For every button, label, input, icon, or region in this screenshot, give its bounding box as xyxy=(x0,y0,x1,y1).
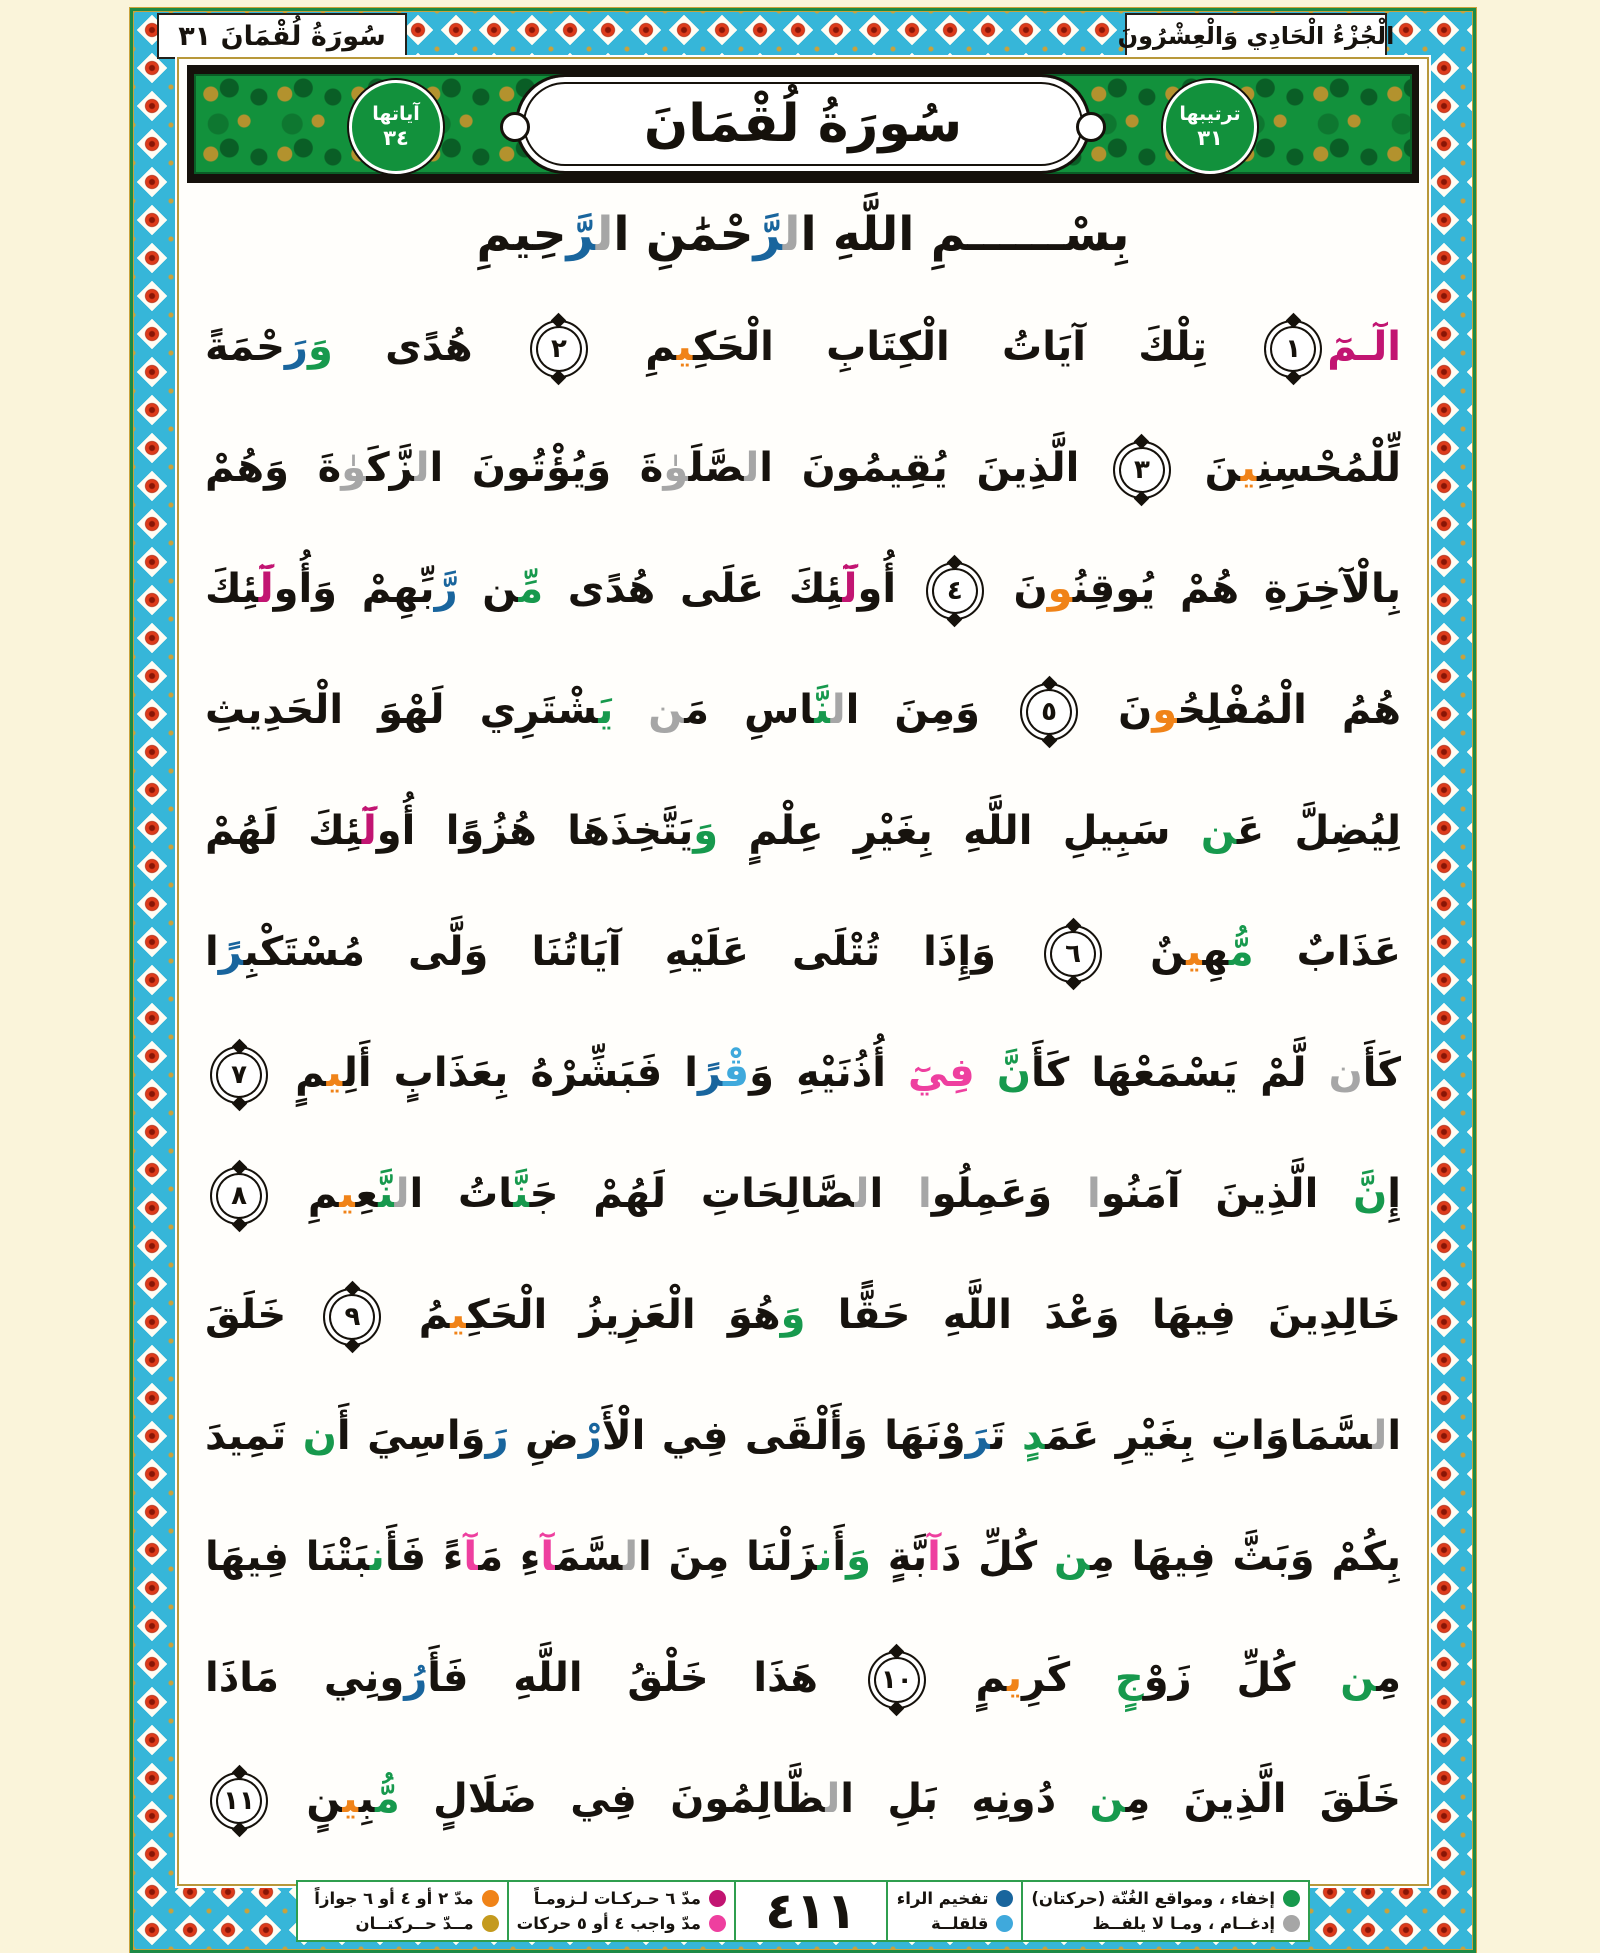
text-segment: آ xyxy=(463,1534,479,1580)
legend-label: إدغــام ، ومـا لا يلفــظ xyxy=(1092,1913,1275,1933)
ayah-number: ٣ xyxy=(1134,455,1150,485)
text-segment: ضِ xyxy=(508,1413,579,1459)
text-segment: ل xyxy=(595,207,614,262)
text-segment: رَّ xyxy=(566,207,596,262)
text-segment: دٍ xyxy=(1021,1413,1046,1459)
text-segment: لَٓ xyxy=(361,808,377,854)
ayah-marker xyxy=(530,320,588,378)
text-segment: ن xyxy=(369,1534,385,1580)
text-segment: ي xyxy=(450,1292,467,1338)
legend-item xyxy=(306,1914,499,1933)
text-segment: خِرَةِ هُمْ يُوقِنُ xyxy=(1072,566,1342,612)
text-segment: لِيُضِلَّ عَ xyxy=(1236,808,1401,854)
text-segment: حْمَةً xyxy=(205,324,285,370)
text-segment: صَّلَ xyxy=(688,445,745,491)
text-segment: الَّذِينَ آمَنُو xyxy=(1100,1171,1354,1217)
text-segment: و xyxy=(1047,566,1073,612)
text-segment: ن xyxy=(457,566,519,612)
text-segment: نٍ xyxy=(273,1776,343,1822)
quran-line xyxy=(205,1497,1401,1618)
surah-order-value: ٣١ xyxy=(1197,125,1223,150)
legend-column xyxy=(1021,1882,1308,1940)
legend-label: مدّ واجب ٤ أو ٥ حركات xyxy=(516,1913,701,1933)
text-segment: هُوَ الْعَزِيزُ الْحَكِ xyxy=(466,1292,781,1338)
legend-color-dot xyxy=(996,1890,1013,1907)
text-segment: نَّ xyxy=(1353,1171,1388,1217)
text-segment: حْمَٰنِ ا xyxy=(613,207,754,262)
legend-label: مدّ ٦ حـركـات لـزومـاً xyxy=(533,1889,701,1909)
ayah-number: ٩ xyxy=(344,1302,361,1332)
text-segment: لَّمْ يَسْمَعْهَا كَأَ xyxy=(1031,1050,1329,1096)
text-segment: ل xyxy=(854,1171,870,1217)
text-segment: ل xyxy=(414,445,430,491)
legend-column xyxy=(298,1882,507,1940)
text-segment: ئِكَ xyxy=(205,566,259,612)
text-segment: رً xyxy=(697,1050,723,1096)
ayat-count-value: ٣٤ xyxy=(383,125,409,150)
surah-order-medallion xyxy=(1163,80,1257,174)
text-segment: رْ xyxy=(578,1413,602,1459)
quran-line xyxy=(205,408,1401,529)
text-segment: بِالْآ xyxy=(1341,566,1401,612)
text-segment: ن xyxy=(1089,1776,1126,1822)
text-segment: تِلْكَ آيَاتُ الْكِتَابِ الْحَكِ xyxy=(693,324,1260,370)
text-segment: بِ xyxy=(358,1776,376,1822)
text-segment: ا xyxy=(869,1171,918,1217)
border-flank-right xyxy=(181,1880,296,1942)
ayah-number: ٦ xyxy=(1065,939,1081,969)
legend-label: مــدّ حــركتــان xyxy=(355,1913,474,1933)
text-segment: آ xyxy=(927,1534,941,1580)
surah-order-label: ترتيبها xyxy=(1179,103,1241,125)
text-segment: كَأَ xyxy=(1362,1050,1402,1096)
text-segment: ن xyxy=(817,1534,833,1580)
text-segment: جٍ xyxy=(1114,1655,1144,1701)
text-segment: ةَ وَهُمْ xyxy=(205,445,342,491)
text-segment: زَّكَ xyxy=(366,445,415,491)
ayat-count-label: آياتها xyxy=(372,103,420,125)
legend-color-dot xyxy=(482,1890,499,1907)
text-segment: ن xyxy=(1200,808,1237,854)
text-segment xyxy=(613,687,648,733)
ornamental-border xyxy=(130,8,1476,1953)
ayah-marker xyxy=(210,1772,268,1830)
text-segment: ل xyxy=(1372,1413,1388,1459)
text-segment: ن xyxy=(1053,1534,1090,1580)
text-segment: زَلْنَا مِنَ ا xyxy=(637,1534,818,1580)
text-segment: نٌ xyxy=(1107,929,1187,975)
text-segment: و xyxy=(1152,687,1178,733)
quran-line xyxy=(205,1134,1401,1255)
surah-header-box xyxy=(157,13,407,59)
text-segment: رَ xyxy=(485,1413,509,1459)
text-segment: ي xyxy=(339,1171,356,1217)
text-segment: ن xyxy=(302,1413,337,1459)
text-segment: تَ xyxy=(990,1413,1022,1459)
text-segment: إِ xyxy=(1387,1171,1401,1217)
text-segment: أُو xyxy=(857,566,921,612)
legend-column xyxy=(507,1882,734,1940)
text-segment: ن xyxy=(1340,1655,1377,1701)
text-segment: مُّ xyxy=(1228,929,1254,975)
legend-color-dot xyxy=(1283,1890,1300,1907)
surah-title-banner xyxy=(187,65,1419,183)
text-segment: بِّهِمْ وَأُو xyxy=(273,566,435,612)
text-segment: نَّ xyxy=(378,1171,395,1217)
text-segment: رُ xyxy=(404,1655,428,1701)
quran-line xyxy=(205,1739,1401,1860)
text-segment: نَّ xyxy=(513,1171,530,1217)
text-segment: آ xyxy=(540,1534,556,1580)
text-segment: سَّمَاوَاتِ بِغَيْرِ عَمَ xyxy=(1045,1413,1373,1459)
juz-header-box xyxy=(1117,13,1395,59)
ayah-marker xyxy=(210,1167,268,1225)
text-segment: ئِكَ لَهُمْ xyxy=(205,808,362,854)
surah-title: سُورَةُ لُقْمَانَ xyxy=(643,94,963,154)
text-segment: وَمِنَ ا xyxy=(845,687,1016,733)
text-segment: ي xyxy=(326,1050,343,1096)
text-segment: وَ xyxy=(693,808,719,854)
text-segment: دُونِهِ بَلِ ا xyxy=(840,1776,1090,1822)
text-segment: وَ xyxy=(780,1292,806,1338)
text-segment: ةَ وَيُؤْتُونَ ا xyxy=(429,445,664,491)
text-segment: خَالِدِينَ فِيهَا وَعْدَ اللَّهِ حَقًّا xyxy=(805,1292,1402,1338)
footer-row xyxy=(181,1880,1425,1942)
quran-line xyxy=(205,650,1401,771)
legend-column xyxy=(888,1882,1021,1940)
text-segment: بِسْــــــمِ اللَّهِ ا xyxy=(800,207,1130,262)
text-segment: وَ xyxy=(307,324,333,370)
ayah-number: ١ xyxy=(1285,334,1302,364)
text-segment: قْ xyxy=(722,1050,750,1096)
border-flank-left xyxy=(1310,1880,1425,1942)
text-segment: ا xyxy=(1387,1413,1402,1459)
text-segment: رَ xyxy=(965,1413,991,1459)
ayah-marker xyxy=(868,1651,926,1709)
legend-item xyxy=(517,1889,726,1908)
legend-item xyxy=(306,1889,499,1908)
text-segment: ل xyxy=(622,1534,638,1580)
text-segment: خَلَقَ الَّذِينَ مِ xyxy=(1125,1776,1401,1822)
text-segment: مٍ xyxy=(273,1050,327,1096)
quran-line xyxy=(205,892,1401,1013)
text-segment: ي xyxy=(676,324,693,370)
surah-header-label: سُورَةُ لُقْمَانَ ٣١ xyxy=(178,20,386,52)
ayah-marker xyxy=(323,1288,381,1346)
text-segment: كُلِّ زَوْ xyxy=(1143,1655,1341,1701)
text-segment: مِ xyxy=(273,1171,340,1217)
quran-line xyxy=(205,1618,1401,1739)
ayah-marker xyxy=(1020,683,1078,741)
legend-color-dot xyxy=(1283,1915,1300,1932)
text-segment: مِ xyxy=(592,324,677,370)
legend-label: قلقلــة xyxy=(930,1913,989,1933)
legend-item xyxy=(517,1914,726,1933)
text-segment: وٰ xyxy=(663,445,689,491)
text-segment: أُذُنَيْهِ وَ xyxy=(749,1050,909,1096)
juz-header-label: الْجُزْءُ الْحَادِي وَالْعِشْرُونَ xyxy=(1117,22,1395,50)
text-segment: مِ xyxy=(1376,1655,1401,1701)
text-segment: عِ xyxy=(355,1171,379,1217)
legend-color-dot xyxy=(996,1915,1013,1932)
legend-label: تفخيم الراء xyxy=(896,1889,989,1909)
text-segment: مِّ xyxy=(518,566,544,612)
ayah-marker xyxy=(1113,441,1171,499)
text-segment: يَ xyxy=(598,687,614,733)
text-segment: نَ xyxy=(1083,687,1153,733)
text-segment: ل xyxy=(782,207,801,262)
ayah-marker xyxy=(1264,320,1322,378)
text-segment: حِيمِ xyxy=(476,207,567,262)
ayah-marker xyxy=(926,562,984,620)
ayah-marker xyxy=(1044,925,1102,983)
ayah-number: ٤ xyxy=(946,576,963,606)
tajweed-legend-right xyxy=(296,1880,736,1942)
text-segment: الٓـمٓ xyxy=(1327,324,1401,370)
text-segment: مُ xyxy=(386,1292,451,1338)
text-segment: ل xyxy=(830,687,846,733)
text-segment: وَ xyxy=(846,1534,871,1580)
text-segment: ي xyxy=(1186,929,1203,975)
page-number: ٤١١ xyxy=(765,1882,857,1940)
text-segment: ءِ مَ xyxy=(478,1534,541,1580)
tajweed-legend-left xyxy=(886,1880,1310,1942)
text-segment: ل xyxy=(825,1776,841,1822)
page-body xyxy=(177,57,1429,1940)
surah-title-cartouche xyxy=(515,74,1091,174)
text-segment: بِكُمْ وَبَثَّ فِيهَا مِ xyxy=(1089,1534,1402,1580)
text-segment: ونِي مَاذَا xyxy=(205,1655,405,1701)
text-segment: ءً فَأَ xyxy=(384,1534,464,1580)
text-segment: سَّمَ xyxy=(555,1534,623,1580)
legend-color-dot xyxy=(482,1915,499,1932)
legend-color-dot xyxy=(709,1915,726,1932)
text-segment: لَٓ xyxy=(258,566,274,612)
quran-line xyxy=(205,287,1401,408)
text-segment: ا فَبَشِّرْهُ بِعَذَابٍ أَلِ xyxy=(342,1050,698,1096)
legend-color-dot xyxy=(709,1890,726,1907)
text-segment: ا xyxy=(1086,1171,1101,1217)
text-segment: كَرِ xyxy=(1021,1655,1115,1701)
text-segment: وٰ xyxy=(341,445,367,491)
text-segment: الَّذِينَ يُقِيمُونَ ا xyxy=(759,445,1108,491)
quran-line xyxy=(205,1376,1401,1497)
text-segment: اتُ ا xyxy=(409,1171,514,1217)
text-segment: نَ xyxy=(1175,445,1241,491)
legend-item xyxy=(1031,1889,1300,1908)
ayah-number: ٢ xyxy=(551,334,567,364)
text-segment: ظَّالِمُونَ فِي ضَلَالٍ xyxy=(399,1776,826,1822)
text-segment: وَإِذَا تُتْلَى عَلَيْهِ آيَاتُنَا وَلَّى مُسْتَكْبِ xyxy=(243,929,1040,975)
text-segment: سَبِيلِ اللَّهِ بِغَيْرِ عِلْمٍ xyxy=(718,808,1201,854)
text-segment: يَتَّخِذَهَا هُزُوًا أُو xyxy=(376,808,694,854)
text-segment: رَّ xyxy=(753,207,783,262)
text-segment: هُدًى xyxy=(332,324,525,370)
legend-label: إخفاء ، ومواقع الغُنّة (حركتان) xyxy=(1031,1889,1275,1909)
text-segment: ي xyxy=(1240,445,1257,491)
text-segment: صَّالِحَاتِ لَهُمْ جَ xyxy=(529,1171,855,1217)
ayat-count-medallion xyxy=(349,80,443,174)
text-segment: ا xyxy=(918,1171,932,1217)
quran-line xyxy=(205,529,1401,650)
text-segment: بَتْنَا فِيهَا xyxy=(205,1534,370,1580)
text-segment: وَعَمِلُو xyxy=(931,1171,1087,1217)
text-segment: رَّ xyxy=(434,566,458,612)
text-segment: ل xyxy=(394,1171,410,1217)
text-segment: ي xyxy=(1006,1655,1022,1701)
text-segment: كُلِّ دَ xyxy=(940,1534,1054,1580)
text-segment: وْنَهَا وَأَلْقَى فِي الْأَ xyxy=(601,1413,966,1459)
text-segment: مُّ xyxy=(375,1776,400,1822)
text-segment: وَاسِيَ أَ xyxy=(336,1413,486,1459)
legend-item xyxy=(896,1889,1013,1908)
text-segment: نَّ xyxy=(814,687,831,733)
ayah-number: ٨ xyxy=(231,1181,247,1211)
page-number-box xyxy=(736,1880,886,1942)
text-segment: لَٓ xyxy=(842,566,858,612)
text-segment: اسِ مَ xyxy=(684,687,815,733)
text-segment: تَمِيدَ xyxy=(205,1413,303,1459)
ayah-number: ٧ xyxy=(231,1060,247,1090)
text-segment: رَ xyxy=(284,324,308,370)
text-segment: ن xyxy=(648,687,685,733)
legend-label: مدّ ٢ أو ٤ أو ٦ جوازاً xyxy=(314,1889,474,1909)
basmala-line xyxy=(179,183,1427,287)
text-segment: شْتَرِي لَهْوَ الْحَدِيثِ xyxy=(205,687,599,733)
ayah-marker xyxy=(210,1046,268,1104)
quran-line xyxy=(205,771,1401,892)
ayah-number: ٥ xyxy=(1041,697,1058,727)
ayah-number: ١١ xyxy=(223,1786,255,1816)
text-segment: بَّةٍ xyxy=(870,1534,928,1580)
ayah-number: ١٠ xyxy=(880,1665,913,1695)
text-segment: نَّ xyxy=(996,1050,1031,1096)
legend-item xyxy=(1031,1914,1300,1933)
text-segment: مٍ xyxy=(930,1655,1007,1701)
text-segment: هِ xyxy=(1202,929,1229,975)
text-segment: أَ xyxy=(832,1534,847,1580)
legend-item xyxy=(896,1914,1013,1933)
text-segment: فِيٓ xyxy=(908,1050,975,1096)
text-segment: عَذَابٌ xyxy=(1253,929,1402,975)
text-segment: خَلَقَ xyxy=(205,1292,319,1338)
quran-text xyxy=(179,287,1427,1860)
text-segment: ئِكَ عَلَى هُدًى xyxy=(543,566,843,612)
text-segment: نَ xyxy=(988,566,1048,612)
quran-line xyxy=(205,1013,1401,1134)
text-segment: ن xyxy=(1328,1050,1363,1096)
text-segment: هُمُ الْمُفْلِحُ xyxy=(1177,687,1401,733)
text-segment: ي xyxy=(342,1776,359,1822)
text-segment xyxy=(975,1050,997,1096)
quran-line xyxy=(205,1255,1401,1376)
text-segment: لِّلْمُحْسِنِ xyxy=(1256,445,1402,491)
text-segment: رً xyxy=(218,929,244,975)
text-segment: ل xyxy=(744,445,760,491)
text-segment: ا xyxy=(205,929,219,975)
text-segment: هَذَا خَلْقُ اللَّهِ فَأَ xyxy=(427,1655,863,1701)
